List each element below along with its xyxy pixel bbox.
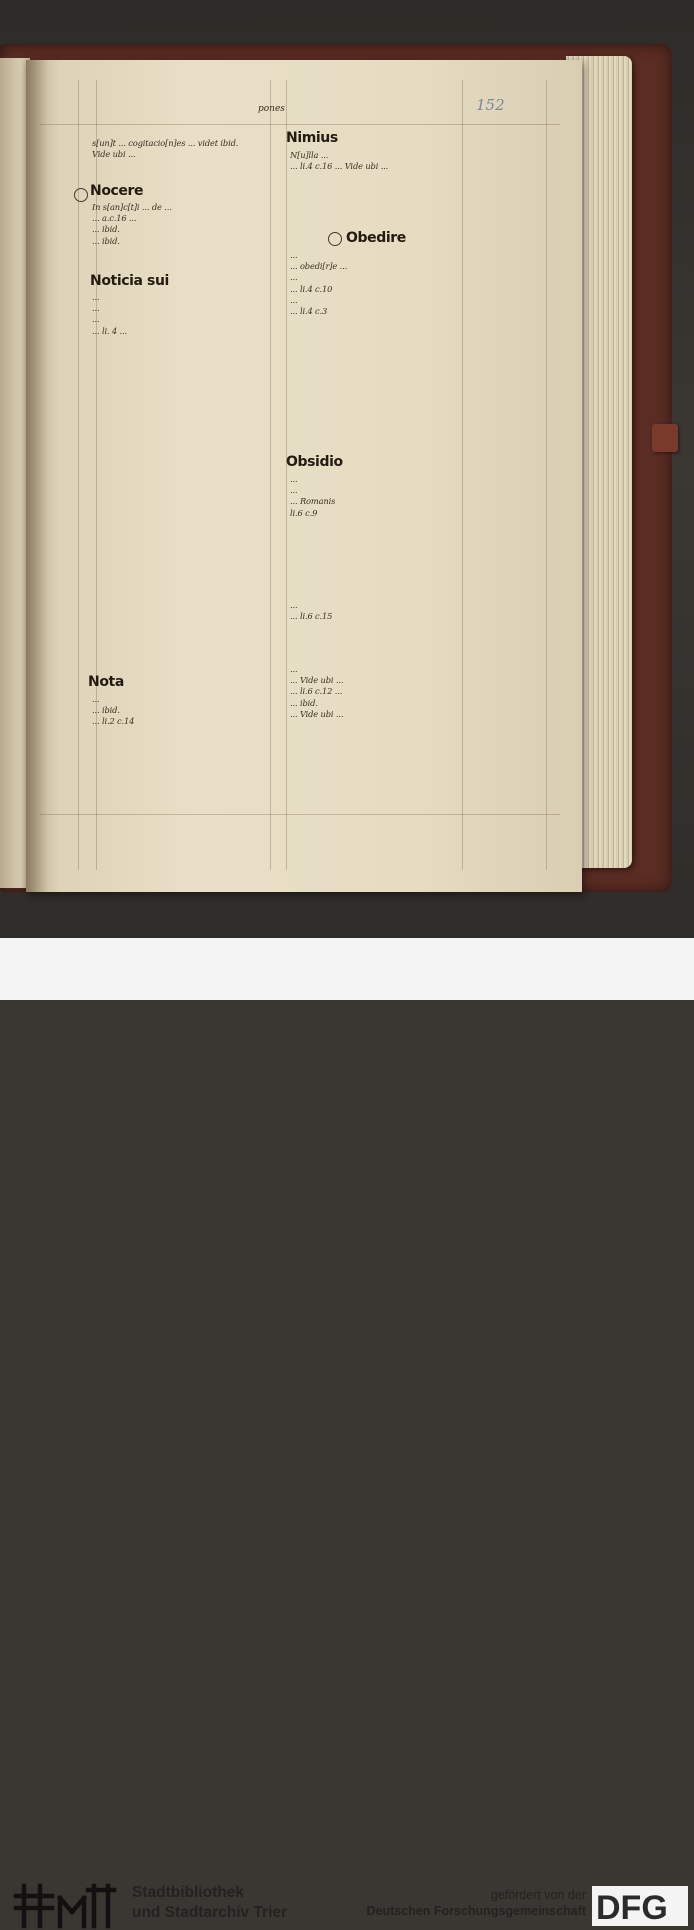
stadtbibliothek-logo-icon xyxy=(14,1882,122,1930)
footer-bar xyxy=(0,938,694,1927)
ruling-line xyxy=(286,80,287,870)
entry-heading: Obsidio xyxy=(286,454,343,470)
entry-text: s[un]t ... cogitacio[n]es ... videt ibid. Vide ubi ... xyxy=(92,138,239,160)
paragraph-mark xyxy=(328,232,342,246)
sponsor-line1: gefördert von der xyxy=(490,1888,586,1902)
bookmark-tab xyxy=(652,424,678,452)
ruling-line xyxy=(40,124,560,125)
dfg-logo-text: DFG xyxy=(596,1889,668,1927)
entry-heading: Obedire xyxy=(346,230,406,246)
library-name-line1: Stadtbibliothek xyxy=(132,1884,244,1901)
entry-text: ... ... obedi[r]e ... ... ... li.4 c.10 ... ... li.4 c.3 xyxy=(290,250,348,317)
entry-text: N[u]lla ... ... li.4 c.16 ... Vide ubi ... xyxy=(290,150,389,172)
entry-text: ... ... Vide ubi ... ... li.6 c.12 ... ... ibid. ... Vide ubi ... xyxy=(290,664,344,719)
entry-heading: Nocere xyxy=(90,183,144,199)
entry-text: ... ... ... ... li. 4 ... xyxy=(92,292,128,336)
ruling-line xyxy=(270,80,271,870)
ruling-line xyxy=(462,80,463,870)
ruling-line xyxy=(546,80,547,870)
dfg-logo-icon xyxy=(592,1886,688,1926)
entry-text: ... ... li.6 c.15 xyxy=(290,600,333,622)
entry-heading: Noticia sui xyxy=(90,273,169,289)
entry-text: In s[an]c[t]i ... de ... ... a.c.16 ... ... ibid. ... ibid. xyxy=(92,202,172,246)
entry-heading: Nimius xyxy=(286,130,338,146)
ruling-line xyxy=(40,814,560,815)
manuscript-photo xyxy=(0,0,694,938)
library-name-line2: und Stadtarchiv Trier xyxy=(132,1904,288,1921)
entry-heading: Nota xyxy=(88,674,124,690)
entry-text: ... ... ibid. ... li.2 c.14 xyxy=(92,694,135,727)
paragraph-mark xyxy=(74,188,88,202)
running-head: pones xyxy=(258,104,285,114)
sponsor-line2: Deutschen Forschungsgemeinschaft xyxy=(366,1904,586,1918)
folio-number: 152 xyxy=(476,96,505,114)
entry-text: ... ... ... Romanis li.6 c.9 xyxy=(290,474,336,518)
gutter-shadow xyxy=(26,60,48,892)
